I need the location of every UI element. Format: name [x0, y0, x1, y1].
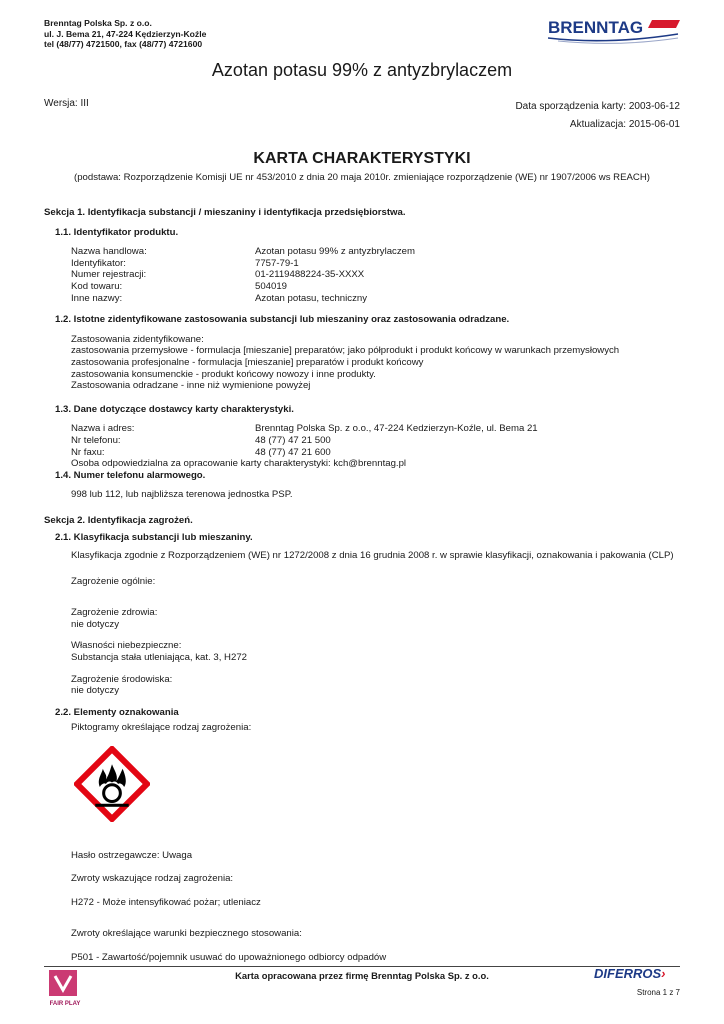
general-hazard-label: Zagrożenie ogólnie:: [71, 575, 156, 587]
kv-key: Kod towaru:: [71, 280, 123, 292]
section-1-2-title: 1.2. Istotne zidentyfikowane zastosowania substancji lub mieszaniny oraz zastosowania odradzane.: [55, 314, 510, 326]
kv-key: Nazwa handlowa:: [71, 246, 147, 258]
kv-key: Identyfikator:: [71, 257, 126, 269]
main-content: [44, 207, 684, 964]
env-hazard-label: Zagrożenie środowiska:: [71, 673, 173, 685]
ghs-oxidizer-icon: [74, 746, 150, 822]
kv-value: 7757-79-1: [255, 257, 299, 269]
signal-word: Hasło ostrzegawcze: Uwaga: [71, 849, 193, 861]
responsible-person: Osoba odpowiedzialna za opracowanie karty charakterystyki: kch@brenntag.pl: [71, 458, 407, 470]
kv-value: 48 (77) 47 21 600: [255, 446, 331, 458]
kv-row: [44, 293, 684, 305]
kv-row: [44, 423, 684, 435]
section-2-1-title: 2.1. Klasyfikacja substancji lub mieszaniny.: [55, 532, 253, 544]
hazard-props-value: Substancja stała utleniająca, kat. 3, H272: [71, 652, 247, 664]
product-identifier-list: [44, 246, 684, 304]
legal-basis: (podstawa: Rozporządzenie Komisji UE nr 453/2010 z dnia 20 maja 2010r. zmieniające rozporządzenie (WE) nr 1907/2006 ws REACH): [74, 172, 650, 183]
uses-list: [44, 334, 684, 392]
h272-statement: H272 - Może intensyfikować pożar; utleniacz: [71, 896, 261, 908]
diferros-arrow-icon: ›: [661, 966, 666, 981]
kv-key: Nr faxu:: [71, 446, 105, 458]
health-hazard-label: Zagrożenie zdrowia:: [71, 607, 158, 619]
version-label: Wersja: III: [44, 98, 89, 109]
diferros-text: DIFERROS: [594, 966, 662, 981]
emergency-phone: 998 lub 112, lub najbliższa terenowa jednostka PSP.: [71, 489, 293, 501]
document-title: Azotan potasu 99% z antyzbrylaczem: [211, 60, 513, 80]
section-2-title: Sekcja 2. Identyfikacja zagrożeń.: [44, 514, 193, 526]
hazard-props-label: Własności niebezpieczne:: [71, 640, 182, 652]
kv-key: Nazwa i adres:: [71, 423, 135, 435]
company-info: [44, 18, 206, 50]
section-1-3-title: 1.3. Dane dotyczące dostawcy karty charakterystyki.: [55, 403, 294, 415]
section-1-1-title: 1.1. Identyfikator produktu.: [55, 226, 179, 238]
date-updated: Aktualizacja: 2015-06-01: [569, 119, 680, 130]
kv-row: [44, 258, 684, 270]
kv-key: Numer rejestracji:: [71, 269, 147, 281]
kv-value: 48 (77) 47 21 500: [255, 434, 331, 446]
kv-key: Inne nazwy:: [71, 292, 123, 304]
env-hazard-value: nie dotyczy: [71, 685, 119, 697]
page-number: Strona 1 z 7: [636, 988, 680, 997]
kv-value: Azotan potasu 99% z antyzbrylaczem: [255, 246, 415, 258]
pictograms-label: Piktogramy określające rodzaj zagrożenia:: [71, 722, 252, 734]
diferros-logo: [594, 966, 666, 981]
dates-block: [515, 98, 680, 134]
uses-line: zastosowania konsumenckie - produkt końcowy nowozy i inne produkty.: [71, 368, 376, 380]
supplier-list: [44, 423, 684, 469]
company-phone: tel (48/77) 4721500, fax (48/77) 4721600: [44, 39, 203, 49]
kv-value: 01-2119488224-35-XXXX: [255, 269, 365, 281]
p501-statement: P501 - Zawartość/pojemnik usuwać do upoważnionego odbiorcy odpadów: [71, 951, 387, 963]
date-created: Data sporządzenia karty: 2003-06-12: [515, 101, 680, 112]
brenntag-logo-text: BRENNTAG: [548, 18, 644, 37]
uses-line: zastosowania przemysłowe - formulacja [mieszanie] preparatów; jako półprodukt i produkt końcowy w warunkach przemysłowych: [71, 345, 620, 357]
sds-heading: KARTA CHARAKTERYSTYKI: [253, 150, 471, 167]
kv-row: [44, 435, 684, 447]
kv-value: 504019: [255, 280, 288, 292]
footer-prepared-by: Karta opracowana przez firmę Brenntag Polska Sp. z o.o.: [235, 970, 489, 981]
p-phrases-label: Zwroty określające warunki bezpiecznego stosowania:: [71, 928, 302, 940]
kv-key: Nr telefonu:: [71, 434, 121, 446]
h-phrases-label: Zwroty wskazujące rodzaj zagrożenia:: [71, 873, 234, 885]
uses-line: zastosowania profesjonalne - formulacja [mieszanie] preparatów i produkt końcowy: [71, 356, 424, 368]
kv-row: [44, 246, 684, 258]
uses-line: Zastosowania odradzane - inne niż wymienione powyżej: [71, 380, 311, 392]
kv-row: [44, 269, 684, 281]
clp-intro: Klasyfikacja zgodnie z Rozporządzeniem (WE) nr 1272/2008 z dnia 16 grudnia 2008 r. w sprawie klasyfikacji, oznakowania i pakowania (CLP): [71, 550, 674, 562]
uses-line: Zastosowania zidentyfikowane:: [71, 333, 204, 345]
section-1-title: Sekcja 1. Identyfikacja substancji / mieszaniny i identyfikacja przedsiębiorstwa.: [44, 207, 406, 218]
fair-play-text: FAIR PLAY: [49, 1001, 81, 1007]
footer-divider: [44, 966, 680, 967]
kv-value: Brenntag Polska Sp. z o.o., 47-224 Kedzierzyn-Koźle, ul. Bema 21: [255, 423, 538, 435]
brenntag-logo: [548, 14, 680, 48]
kv-value: Azotan potasu, techniczny: [255, 292, 367, 304]
section-1-4-title: 1.4. Numer telefonu alarmowego.: [55, 469, 206, 481]
company-address: ul. J. Bema 21, 47-224 Kędzierzyn-Koźle: [44, 28, 207, 39]
kv-row: [44, 447, 684, 459]
kv-row: [44, 281, 684, 293]
company-name: Brenntag Polska Sp. z o.o.: [44, 18, 152, 28]
section-2-2-title: 2.2. Elementy oznakowania: [55, 706, 179, 718]
health-hazard-value: nie dotyczy: [71, 618, 119, 630]
fair-play-logo: [46, 968, 80, 1004]
